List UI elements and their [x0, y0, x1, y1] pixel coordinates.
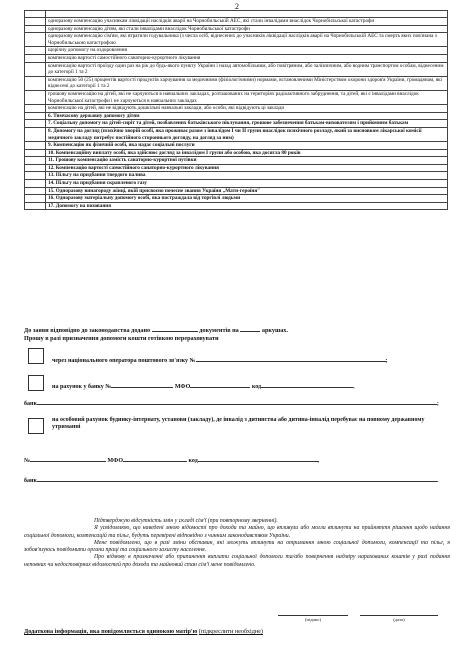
bank-name-line: банк ; — [24, 398, 439, 408]
institution-account-field[interactable] — [30, 455, 106, 462]
row-checkbox-cell[interactable] — [25, 112, 46, 120]
bank-option-line: на рахунок у банку № МФО код , — [52, 381, 355, 391]
statement-verification: Я усвідомлюю, що наведені мною відомості про доходи та майно, що впливули або могли вплинути на прийняття рішення щодо надання соціальної допомоги, компенсацій та пільг, будуть перевірені відповідно з чинним законодавством України. — [24, 525, 450, 539]
statement-changes: Мене повідомлено, що в разі зміни обставин, які можуть вплинути на отримання мною соціальної допомоги, компенсації та пільг, я зобов'язуюсь повідомити органи праці та соціального захисту населення. — [24, 539, 450, 554]
row-label: одноразову компенсацію дітям, які стали інвалідами внаслідок Чорнобильської катастрофи — [46, 25, 448, 33]
row-label: 14. Пільгу на придбання скрапленого газу — [46, 180, 448, 188]
table-row — [25, 120, 448, 128]
institution-bank-line: банк . — [24, 475, 438, 485]
row-label: 11. Грошову компенсацію замість санаторно-курортної путівки — [46, 157, 448, 165]
institution-mfo-field[interactable] — [123, 455, 187, 462]
institution-code-field[interactable] — [198, 455, 318, 462]
table-row — [25, 76, 448, 90]
row-label: компенсацію вартості самостійного санаторно-курортного лікування — [46, 54, 448, 62]
table-row — [25, 127, 448, 141]
row-label: 7. Соціальну допомогу на дітей-сиріт та дітей, позбавлених батьківського піклування, грошове забезпечення батькам-вихователям і прийомним батькам — [46, 120, 448, 128]
additional-info-heading: Додаткова інформація, яка повідомляється одинокою матір'ю (підкреслити необхідне) — [24, 628, 263, 635]
row-label: 9. Компенсацію як фізичній особі, яка надає соціальні послуги — [46, 142, 448, 150]
row-checkbox-cell[interactable] — [25, 54, 46, 62]
table-row — [25, 157, 448, 165]
table-row — [25, 172, 448, 180]
bank-mfo-field[interactable] — [190, 381, 250, 388]
row-label: компенсацію вартості проїзду один раз на рік до будь-якого пункту України і назад автомобільним, або повітряним, або залізничним, або водним транспортом особам, віднесеним до категорії 1 та 2 — [46, 62, 448, 76]
row-checkbox-cell[interactable] — [25, 105, 46, 113]
sheets-count-field[interactable] — [240, 325, 260, 332]
row-label: одноразову компенсацію учасникам ліквідації наслідків аварії на Чорнобильській АЕС, які стали інвалідами внаслідок Чорнобильської катастрофи — [46, 18, 448, 26]
table-row — [25, 180, 448, 188]
bank-account-field[interactable] — [111, 381, 173, 388]
table-row — [25, 164, 448, 172]
row-label: щорічну допомогу на оздоровлення — [46, 47, 448, 55]
table-row — [25, 33, 448, 47]
documents-count-field[interactable] — [152, 325, 198, 332]
row-checkbox-cell[interactable] — [25, 11, 46, 18]
row-checkbox-cell[interactable] — [25, 76, 46, 90]
bank-option-checkbox[interactable] — [28, 375, 44, 391]
row-label: компенсацію 50 (25) процентів вартості продуктів харчування за медичними (фізіологічними) нормами, встановленими Міністерством охорони здоров'я України, громадянам, які віднесені до категорії 1 та 2 — [46, 76, 448, 90]
row-checkbox-cell[interactable] — [25, 62, 46, 76]
row-label: 13. Пільгу на придбання твердого палива — [46, 172, 448, 180]
statements-block — [24, 518, 450, 569]
row-checkbox-cell[interactable] — [25, 149, 46, 157]
row-checkbox-cell[interactable] — [25, 180, 46, 188]
table-row — [25, 62, 448, 76]
table-row — [25, 90, 448, 104]
institution-option-checkbox[interactable] — [28, 418, 44, 434]
row-checkbox-cell[interactable] — [25, 47, 46, 55]
row-label: 17. Допомогу на поховання — [46, 202, 448, 210]
row-checkbox-cell[interactable] — [25, 142, 46, 150]
bank-name-field[interactable] — [37, 398, 437, 405]
table-row — [25, 54, 448, 62]
table-row — [25, 11, 448, 18]
row-checkbox-cell[interactable] — [25, 195, 46, 203]
table-row — [25, 187, 448, 195]
institution-option-text: на особовий рахунок будинку-інтернату, установи (закладу), де інвалід з дитинства або дитина-інвалід перебуває на повному державному утриманні — [52, 417, 425, 430]
row-checkbox-cell[interactable] — [25, 25, 46, 33]
table-row — [25, 195, 448, 203]
institution-account-line: № МФО код , — [24, 455, 319, 465]
postal-option-checkbox[interactable] — [28, 348, 44, 364]
row-label: 15. Одноразову винагороду жінці, якій присвоєно почесне звання України „Мати-героїня" — [46, 187, 448, 195]
table-row — [25, 202, 448, 210]
row-checkbox-cell[interactable] — [25, 164, 46, 172]
date-field[interactable]: (дата) — [360, 615, 438, 622]
row-checkbox-cell[interactable] — [25, 33, 46, 47]
institution-bank-field[interactable] — [37, 475, 437, 482]
row-label: 12. Компенсацію вартості самостійного санаторно-курортного лікування — [46, 164, 448, 172]
bank-code-field[interactable] — [261, 381, 353, 388]
table-row — [25, 47, 448, 55]
statement-refusal: Про відмову в призначенні або припинення виплати соціальної допомоги та/або повернення надміру нарахованих коштів у разі подання неповних чи недостовірних відомостей про доходи та майновий стан сім'ї мене повідомлено. — [24, 554, 450, 568]
table-row — [25, 105, 448, 113]
table-row — [25, 149, 448, 157]
row-label: компенсацію на дітей, які не відвідують дошкільні навчальні заклади, або особи, які відвідують ці заклади — [46, 105, 448, 113]
row-checkbox-cell[interactable] — [25, 157, 46, 165]
postal-office-field[interactable] — [196, 355, 386, 362]
row-label: 6. Тимчасову державну допомогу дітям — [46, 112, 448, 120]
row-label: одноразову компенсацію сім'ям, які втратили годувальника (з числа осіб, віднесених до учасників ліквідації наслідків аварії на Чорнобильській АЕС та смерть яких пов'язана з Чорнобильською катастрофою — [46, 33, 448, 47]
table-row — [25, 25, 448, 33]
row-checkbox-cell[interactable] — [25, 172, 46, 180]
row-checkbox-cell[interactable] — [25, 187, 46, 195]
row-label: 8. Допомогу на догляд (психічно хворій особі, яка проживає разом з інвалідом І чи ІІ групи внаслідок психічного розладу, який за висновком лікарської комісії медичного закладу потребує постійного стороннього догляду, на догляд за ним) — [46, 127, 448, 141]
statement-family: Підтверджую відсутність змін у складі сім'ї (при повторному зверненні). — [94, 518, 278, 524]
table-row — [25, 142, 448, 150]
row-checkbox-cell[interactable] — [25, 127, 46, 141]
row-label: 16. Одноразову матеріальну допомогу особі, яка постраждала від торгівлі людьми — [46, 195, 448, 203]
table-row — [25, 112, 448, 120]
signature-field[interactable]: (підпис) — [278, 615, 348, 622]
row-label: 10. Компенсаційну виплату особі, яка здійснює догляд за інвалідом І групи або особою, яка досягла 80 років — [46, 149, 448, 157]
row-label — [46, 11, 448, 18]
table-row — [25, 18, 448, 26]
page-number: 2 — [235, 2, 239, 11]
row-checkbox-cell[interactable] — [25, 90, 46, 104]
row-checkbox-cell[interactable] — [25, 18, 46, 26]
documents-line: До заяви відповідно до законодавства додано документів на аркушах. — [24, 327, 288, 334]
payment-heading: Прошу в разі призначення допомоги кошти готівкою перераховувати — [24, 335, 219, 342]
postal-option-line: через національного оператора поштового зв'язку № ; — [52, 355, 388, 365]
row-checkbox-cell[interactable] — [25, 202, 46, 210]
benefits-table — [24, 10, 448, 210]
row-checkbox-cell[interactable] — [25, 120, 46, 128]
row-label: грошову компенсацію на дітей, які не харчуються в навчальних закладах, розташованих на територіях радіоактивного забруднення, та дітей, які є інвалідами внаслідок Чорнобильської катастрофи і не харчуються в навчальних закладах — [46, 90, 448, 104]
